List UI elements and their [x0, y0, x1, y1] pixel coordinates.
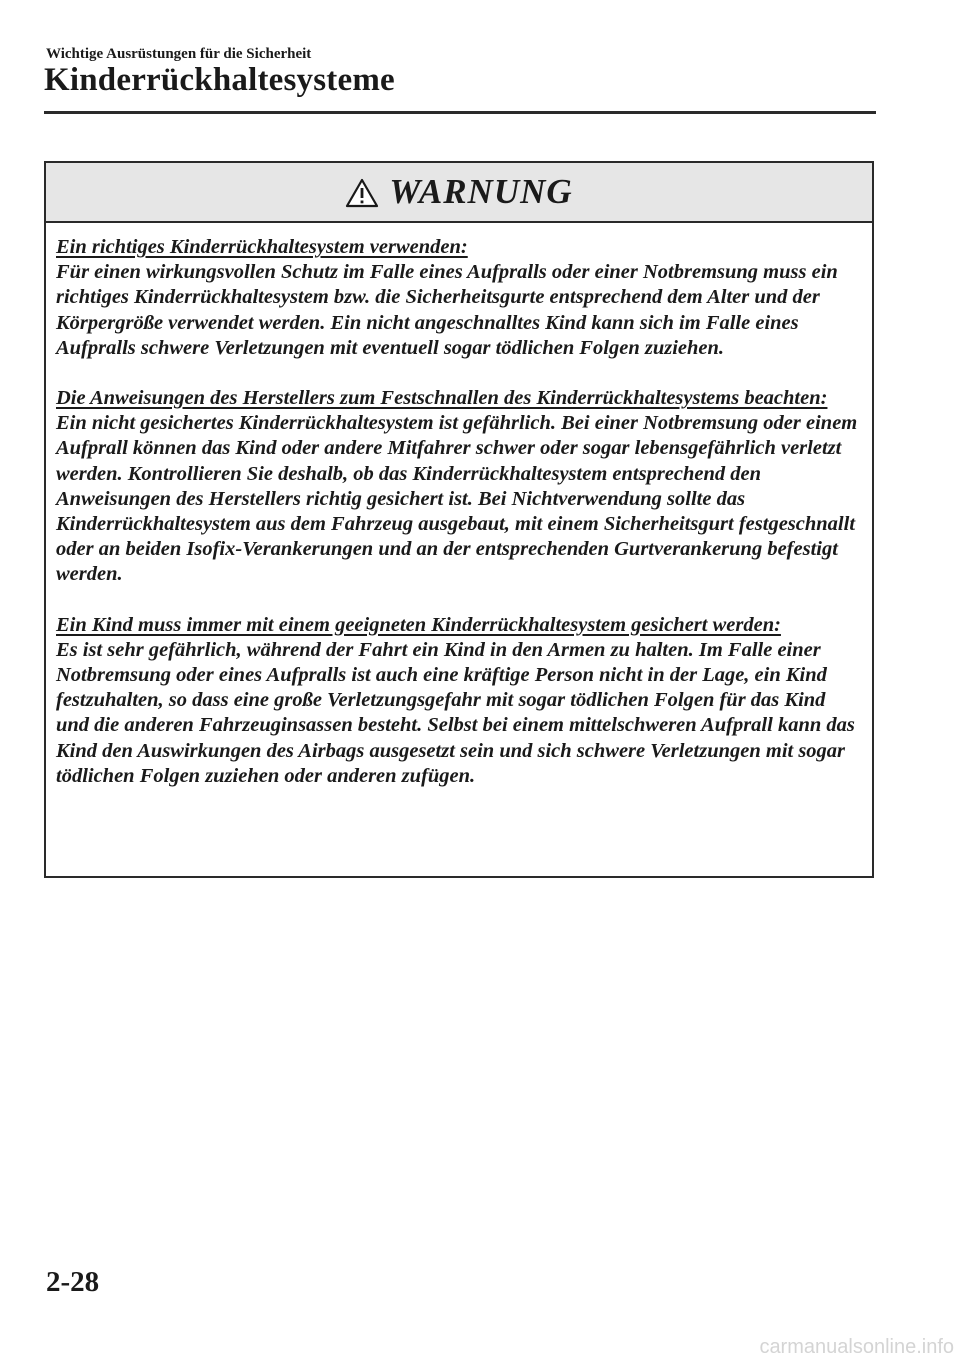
warning-block-text: Für einen wirkungsvollen Schutz im Falle eines Aufpralls oder einer Notbremsung muss ein richtiges Kinderrückhaltesystem bzw. die Sicherheitsgurte entsprechend dem Alter und der Körpergröße verwendet werden. Ein nicht angeschnalltes Kind kann sich im Falle eines Aufpralls schwere Verletzungen mit eventuell sogar tödlichen Folgen zuziehen.	[56, 261, 838, 359]
warning-block-heading: Ein Kind muss immer mit einem geeigneten Kinderrückhaltesystem gesichert werden:	[56, 613, 781, 636]
page-title: Kinderrückhaltesysteme	[44, 62, 395, 98]
warning-block-heading: Die Anweisungen des Herstellers zum Festschnallen des Kinderrückhaltesystems beachten:	[56, 387, 828, 410]
warning-header	[46, 163, 872, 223]
section-label: Wichtige Ausrüstungen für die Sicherheit	[46, 46, 312, 62]
watermark: carmanualsonline.info	[759, 1336, 954, 1358]
warning-body	[46, 223, 872, 789]
warning-box	[44, 161, 874, 878]
warning-block-text: Ein nicht gesichertes Kinderrückhaltesystem ist gefährlich. Bei einer Notbremsung oder einem Aufprall können das Kind oder andere Mitfahrer schwer oder sogar lebensgefährlich verletzt werden. Kontrollieren Sie deshalb, ob das Kinderrückhaltesystem entsprechend den Anweisungen des Herstellers richtig gesichert ist. Bei Nichtverwendung sollte das Kinderrückhaltesystem aus dem Fahrzeug ausgebaut, mit einem Sicherheitsgurt festgeschnallt oder an beiden Isofix-Verankerungen und an der entsprechenden Gurtverankerung befestigt werden.	[56, 412, 858, 586]
title-rule	[44, 111, 876, 114]
warning-block	[56, 613, 862, 789]
warning-block-heading: Ein richtiges Kinderrückhaltesystem verwenden:	[56, 236, 468, 258]
warning-block	[56, 386, 862, 588]
warning-block-text: Es ist sehr gefährlich, während der Fahrt ein Kind in den Armen zu halten. Im Falle einer Notbremsung oder eines Aufpralls ist auch eine kräftige Person nicht in der Lage, ein Kind festzuhalten, so dass eine große Verletzungsgefahr mit sogar tödlichen Folgen für das Kind und die anderen Fahrzeuginsassen besteht. Selbst bei einem mittelschweren Aufprall kann das Kind den Auswirkungen des Airbags ausgesetzt sein und sich schwere Verletzungen mit sogar tödlichen Folgen zuziehen oder anderen zufügen.	[56, 638, 855, 787]
page-number: 2-28	[46, 1266, 100, 1298]
warning-triangle-icon	[345, 178, 379, 208]
warning-heading: WARNUNG	[389, 172, 573, 211]
warning-block	[56, 235, 862, 361]
